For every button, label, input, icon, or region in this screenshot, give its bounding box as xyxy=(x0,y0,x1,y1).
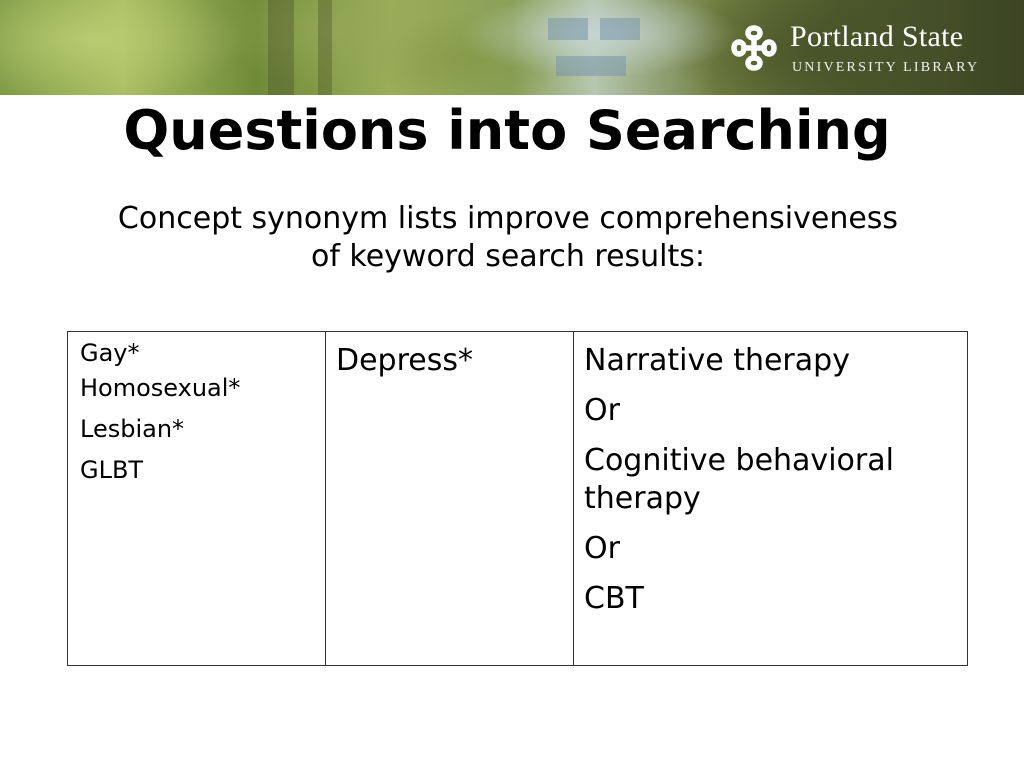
concept-cell-2 xyxy=(326,332,574,666)
banner-photo-detail xyxy=(318,0,332,95)
list-item: CBT xyxy=(584,581,644,616)
synonym-table xyxy=(67,331,968,666)
subtitle-line-2: of keyword search results: xyxy=(310,239,706,274)
list-item: Or xyxy=(584,531,620,566)
header-banner xyxy=(0,0,1024,95)
list-item: Cognitive behavioral therapy xyxy=(584,443,894,516)
banner-photo-detail xyxy=(268,0,294,95)
subtitle-line-1: Concept synonym lists improve comprehensiveness xyxy=(117,201,899,236)
list-item: Narrative therapy xyxy=(584,343,850,378)
banner-photo-detail xyxy=(556,56,626,76)
concept-3-synonyms xyxy=(574,332,967,618)
logo-subtitle: UNIVERSITY LIBRARY xyxy=(792,60,980,75)
concept-cell-3 xyxy=(574,332,968,666)
slide-title: Questions into Searching xyxy=(123,99,891,162)
list-item: Homosexual* xyxy=(80,374,241,402)
list-item: GLBT xyxy=(80,456,144,484)
concept-cell-1 xyxy=(68,332,326,666)
banner-photo-detail xyxy=(600,18,640,40)
list-item: Or xyxy=(584,393,620,428)
table-row xyxy=(68,332,968,666)
list-item: Gay* xyxy=(80,339,140,367)
psu-mark-icon xyxy=(728,22,780,74)
concept-1-synonyms xyxy=(68,332,325,491)
list-item: Lesbian* xyxy=(80,415,185,443)
list-item: Depress* xyxy=(336,343,473,378)
banner-photo-detail xyxy=(548,18,588,40)
logo-name: Portland State xyxy=(790,20,964,53)
concept-2-synonyms xyxy=(326,332,573,380)
portland-state-library-logo xyxy=(728,18,998,78)
slide-subtitle xyxy=(0,200,1016,276)
